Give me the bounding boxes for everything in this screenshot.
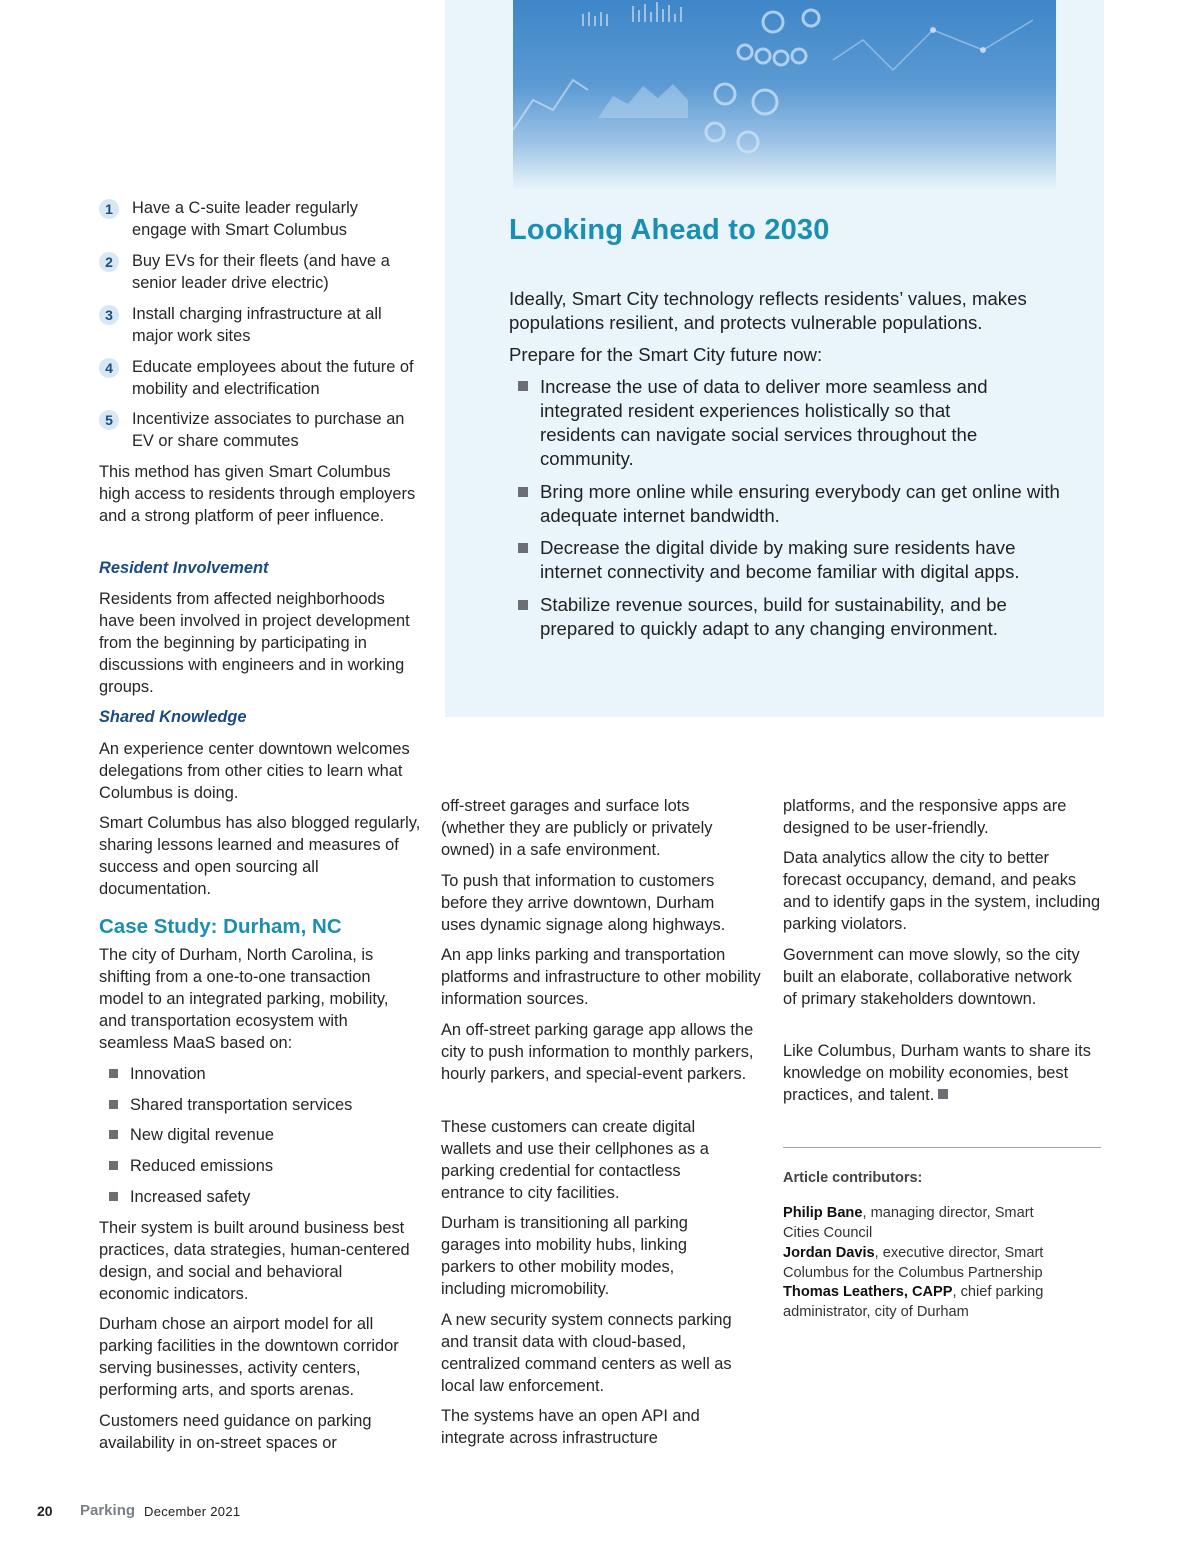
step-text: Install charging infrastructure at all major work sites	[132, 305, 382, 345]
sidebar-bullet: Increase the use of data to deliver more seamless and integrated resident experiences holistically so that residents can navigate social services throughout the community.	[540, 376, 988, 469]
sidebar-prepare: Prepare for the Smart City future now:	[509, 344, 823, 365]
col3-paragraph: Data analytics allow the city to better forecast occupancy, demand, and peaks and to identify gaps in the system, including parking violators.	[783, 849, 1101, 933]
case-bullet: Innovation	[130, 1065, 206, 1083]
col2-paragraph: off-street garages and surface lots (whether they are publicly or privately owned) in a safe environment.	[441, 797, 713, 859]
col2-paragraph: Durham is transitioning all parking garages into mobility hubs, linking parkers to other mobility modes, including micromobility.	[441, 1214, 688, 1298]
step-text: Incentivize associates to purchase an EV or share commutes	[132, 410, 405, 450]
col2-paragraph: These customers can create digital wallets and use their cellphones as a parking credential for contactless entrance to city facilities.	[441, 1118, 709, 1202]
col3-paragraph: Government can move slowly, so the city built an elaborate, collaborative network of primary stakeholders downtown.	[783, 946, 1080, 1008]
bullet-square-icon	[518, 487, 528, 497]
step-number-badge: 1	[99, 199, 119, 219]
case-bullet: Shared transportation services	[130, 1096, 353, 1114]
magazine-name: Parking	[80, 1502, 136, 1519]
system-paragraph: Their system is built around business best practices, data strategies, human-centered design, and social and behavioral economic indicators.	[99, 1219, 410, 1303]
case-bullet: Increased safety	[130, 1188, 251, 1206]
contributor-role: , executive director, Smart Columbus for the Columbus Partnership	[783, 1245, 1044, 1281]
contributor-name: Jordan Davis	[783, 1245, 875, 1261]
step-number-badge: 3	[99, 305, 119, 325]
col2-paragraph: A new security system connects parking and transit data with cloud-based, centralized command centers as well as local law enforcement.	[441, 1311, 732, 1395]
col2-paragraph: To push that information to customers before they arrive downtown, Durham uses dynamic signage along highways.	[441, 872, 726, 934]
bullet-square-icon	[109, 1130, 118, 1139]
bullet-square-icon	[109, 1161, 118, 1170]
bullet-square-icon	[518, 543, 528, 553]
sidebar-bullet: Bring more online while ensuring everybody can get online with adequate internet bandwidth.	[540, 481, 1060, 526]
contributor-name: Philip Bane	[783, 1205, 863, 1221]
col3-closing-paragraph	[783, 1040, 1098, 1106]
method-paragraph: This method has given Smart Columbus high access to residents through employers and a strong platform of peer influence.	[99, 463, 416, 525]
contributor-name: Thomas Leathers, CAPP	[783, 1284, 953, 1300]
step-text: Have a C-suite leader regularly engage with Smart Columbus	[132, 199, 358, 239]
airport-paragraph: Durham chose an airport model for all parking facilities in the downtown corridor serving businesses, activity centers, performing arts, and sports arenas.	[99, 1315, 399, 1399]
sidebar-title: Looking Ahead to 2030	[509, 214, 830, 246]
bullet-square-icon	[109, 1069, 118, 1078]
col2-paragraph: The systems have an open API and integrate across infrastructure	[441, 1407, 700, 1447]
bullet-square-icon	[109, 1100, 118, 1109]
contributors-label: Article contributors:	[783, 1170, 923, 1186]
blog-paragraph: Smart Columbus has also blogged regularly, sharing lessons learned and measures of success and open sourcing all documentation.	[99, 814, 421, 898]
sidebar-bullet: Decrease the digital divide by making sure residents have internet connectivity and become familiar with digital apps.	[540, 537, 1020, 582]
step-number-badge: 4	[99, 358, 119, 378]
closing-text: Like Columbus, Durham wants to share its knowledge on mobility economies, best practices, and talent.	[783, 1042, 1091, 1104]
col2-paragraph: An off-street parking garage app allows the city to push information to monthly parkers, hourly parkers, and special-event parkers.	[441, 1021, 754, 1083]
bullet-square-icon	[518, 381, 528, 391]
case-bullet: Reduced emissions	[130, 1157, 274, 1175]
guidance-paragraph: Customers need guidance on parking availability in on-street spaces or	[99, 1412, 372, 1452]
bullet-square-icon	[518, 600, 528, 610]
contributor-role: , managing director, Smart Cities Council	[783, 1205, 1034, 1241]
end-mark-icon	[938, 1089, 948, 1099]
issue-date: December 2021	[144, 1504, 241, 1519]
col3-paragraph: platforms, and the responsive apps are designed to be user-friendly.	[783, 797, 1067, 837]
step-number-badge: 5	[99, 410, 119, 430]
resident-involvement-paragraph: Residents from affected neighborhoods have been involved in project development from the beginning by participating in discussions with engineers and in working groups.	[99, 590, 410, 696]
bullet-square-icon	[109, 1192, 118, 1201]
data-visualization-image	[513, 0, 1056, 190]
divider	[783, 1147, 1101, 1148]
case-study-title: Case Study: Durham, NC	[99, 915, 342, 938]
contributor-role: , chief parking administrator, city of Durham	[783, 1284, 1044, 1320]
shared-knowledge-heading: Shared Knowledge	[99, 708, 247, 726]
page-number: 20	[37, 1503, 53, 1519]
step-number-badge: 2	[99, 252, 119, 272]
sidebar-intro: Ideally, Smart City technology reflects residents’ values, makes populations resilient, and protects vulnerable populations.	[509, 288, 1027, 333]
sidebar-bullet: Stabilize revenue sources, build for sustainability, and be prepared to quickly adapt to any changing environment.	[540, 594, 1007, 639]
shared-knowledge-paragraph: An experience center downtown welcomes delegations from other cities to learn what Columbus is doing.	[99, 740, 410, 802]
contributor-entry	[783, 1243, 1083, 1283]
hero-graphic	[513, 0, 1056, 190]
step-text: Educate employees about the future of mobility and electrification	[132, 358, 414, 398]
step-text: Buy EVs for their fleets (and have a senior leader drive electric)	[132, 252, 390, 292]
contributor-entry	[783, 1282, 1083, 1322]
contributor-entry	[783, 1203, 1073, 1243]
case-bullet: New digital revenue	[130, 1126, 274, 1144]
col2-paragraph: An app links parking and transportation platforms and infrastructure to other mobility information sources.	[441, 946, 761, 1008]
resident-involvement-heading: Resident Involvement	[99, 559, 269, 577]
case-study-intro: The city of Durham, North Carolina, is shifting from a one-to-one transaction model to an integrated parking, mobility, and transportation ecosystem with seamless MaaS based on:	[99, 946, 389, 1052]
